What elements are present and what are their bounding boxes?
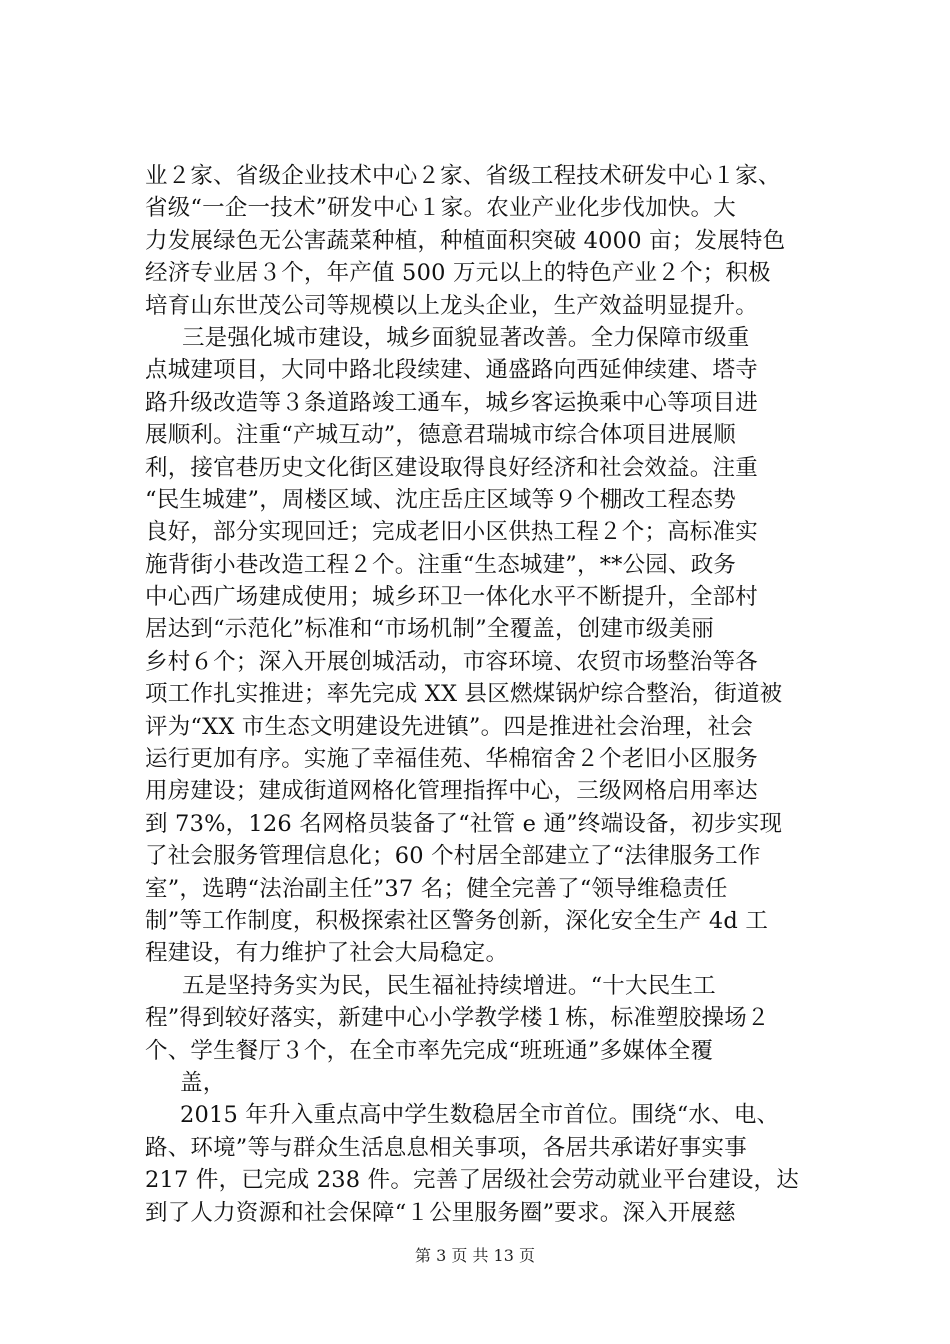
text-line: 用房建设；建成街道网格化管理指挥中心，三级网格启用率达 — [145, 778, 758, 805]
text-line: 个、学生餐厅３个，在全市率先完成“班班通”多媒体全覆 — [145, 1037, 714, 1064]
text-line: 良好，部分实现回迁；完成老旧小区供热工程２个；高标准实 — [145, 519, 758, 546]
text-line: “民生城建”，周楼区域、沈庄岳庄区域等９个棚改工程态势 — [145, 486, 736, 513]
text-line: 制”等工作制度，积极探索社区警务创新，深化安全生产 4d 工 — [145, 907, 769, 934]
text-line: 室”，选聘“法治副主任”37 名；健全完善了“领导维稳责任 — [145, 875, 728, 902]
text-line: 了社会服务管理信息化；60 个村居全部建立了“法律服务工作 — [145, 843, 761, 870]
text-line: 程建设，有力维护了社会大局稳定。 — [145, 940, 509, 967]
text-line: 利，接官巷历史文化街区建设取得良好经济和社会效益。注重 — [145, 454, 758, 481]
text-line: 评为“XX 市生态文明建设先进镇”。四是推进社会治理，社会 — [145, 713, 753, 740]
text-line: 展顺利。注重“产城互动”，德意君瑞城市综合体项目进展顺 — [145, 422, 736, 449]
text-line: 施背街小巷改造工程２个。注重“生态城建”，**公园、政务 — [145, 551, 737, 578]
paragraph-start-line: 三是强化城市建设，城乡面貌显著改善。全力保障市级重 — [182, 324, 750, 351]
text-line: 点城建项目，大同中路北段续建、通盛路向西延伸续建、塔寺 — [145, 357, 758, 384]
text-line: 盖， — [180, 1069, 226, 1096]
text-line: 运行更加有序。实施了幸福佳苑、华棉宿舍２个老旧小区服务 — [145, 746, 758, 773]
paragraph-start-line: 五是坚持务实为民，民生福祉持续增进。“十大民生工 — [182, 972, 716, 999]
text-line: 乡村６个；深入开展创城活动，市容环境、农贸市场整治等各 — [145, 648, 758, 675]
text-line: 217 件，已完成 238 件。完善了居级社会劳动就业平台建设，达 — [145, 1167, 799, 1194]
text-line: 程”得到较好落实，新建中心小学教学楼１栋，标准塑胶操场２ — [145, 1005, 770, 1032]
text-line: 路、环境”等与群众生活息息相关事项，各居共承诺好事实事 — [145, 1134, 747, 1161]
text-line: 业２家、省级企业技术中心２家、省级工程技术研发中心１家、 — [145, 163, 781, 189]
text-line: 中心西广场建成使用；城乡环卫一体化水平不断提升，全部村 — [145, 584, 758, 611]
paragraph-start-line: 2015 年升入重点高中学生数稳居全市首位。围绕“水、电、 — [180, 1102, 780, 1129]
text-line: 项工作扎实推进；率先完成 XX 县区燃煤锅炉综合整治，街道被 — [145, 681, 783, 708]
text-line: 路升级改造等３条道路竣工通车，城乡客运换乘中心等项目进 — [145, 389, 758, 416]
body-text — [145, 160, 825, 1229]
text-line: 培育山东世茂公司等规模以上龙头企业，生产效益明显提升。 — [145, 292, 758, 319]
text-line: 经济专业居３个，年产值 500 万元以上的特色产业２个；积极 — [145, 260, 771, 287]
text-line: 到了人力资源和社会保障“１公里服务圈”要求。深入开展慈 — [145, 1199, 736, 1226]
text-line: 力发展绿色无公害蔬菜种植，种植面积突破 4000 亩；发展特色 — [145, 227, 786, 254]
text-line: 省级“一企一技术”研发中心１家。农业产业化步伐加快。大 — [145, 195, 736, 222]
text-line: 到 73%，126 名网格员装备了“社管 e 通”终端设备，初步实现 — [145, 810, 783, 837]
text-line: 居达到“示范化”标准和“市场机制”全覆盖，创建市级美丽 — [145, 616, 714, 643]
page-number-footer: 第 3 页 共 13 页 — [415, 1246, 535, 1265]
